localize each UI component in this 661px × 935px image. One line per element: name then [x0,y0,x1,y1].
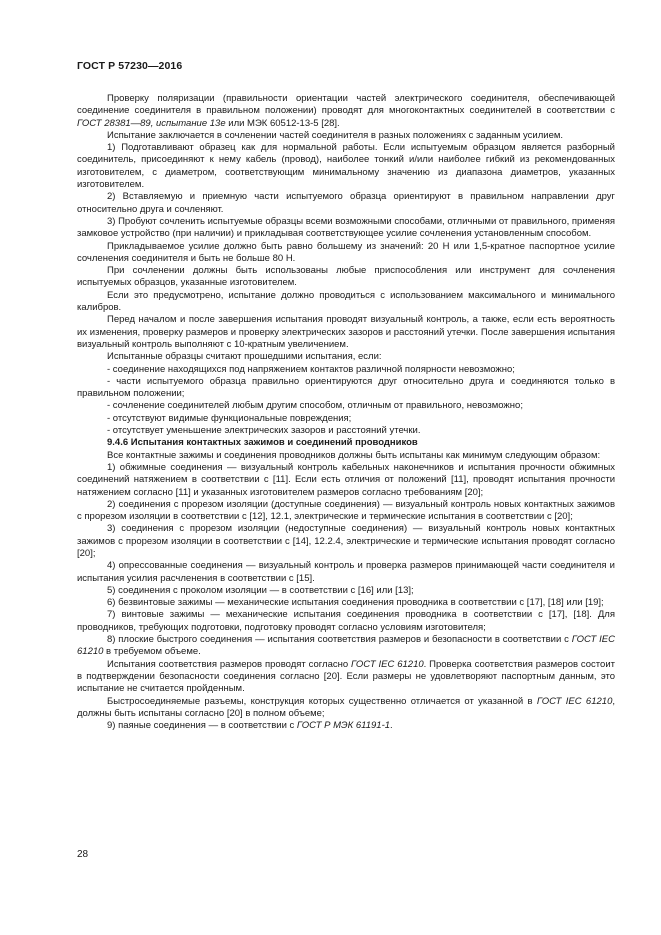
paragraph [77,241,615,266]
text-run: 8) плоские быстрого соединения — испытания соответствия размеров и безопасности в соответствии с [107,634,572,646]
paragraph [77,450,615,462]
list-item [77,376,615,401]
text-run: 7) винтовые зажимы — механические испытания соединения проводника в соответствии с [17], [18]. Для проводников, требующих подготовки, подготовку проводят согласно условиям изготовителя; [77,609,615,633]
text-run: 1) Подготавливают образец как для нормальной работы. Если испытуемым образцом является разборный соединитель, присоединяют к нему кабель (провод), наиболее тонкий и/или наиболее гибкий из рекомендованных изготовителем, с диаметром, соответствующим минимальному значению из диапазона диаметров, указанных изготовителем. [77,142,615,191]
italic-reference: ГОСТ IEC 61210 [77,634,615,658]
text-run: 4) опрессованные соединения — визуальный контроль и проверка размеров принимающей части соединителя и испытания усилия расчленения в соответствии с [15]. [77,560,615,584]
paragraph [77,462,615,499]
paragraph [77,130,615,142]
paragraph [77,499,615,524]
list-item [77,400,615,412]
text-run: - отсутствуют видимые функциональные повреждения; [107,412,352,424]
text-run: 1) обжимные соединения — визуальный контроль кабельных наконечников и испытания прочности обжимных соединений натяжением в соответствии с [11]. Если есть отличия от положений [11], проводят испытания прочности натяжением согласно [11] и указанных изготовителем размеров согласно требованиям [20]; [77,461,615,498]
italic-reference: ГОСТ IEC 61210 [536,695,613,707]
text-run: 2) Вставляемую и приемную части испытуемого образца ориентируют в правильном направлении друг относительно друга и сочленяют. [77,191,615,215]
paragraph [77,142,615,191]
text-run: . Проверка соответствия размеров состоит в подтверждении безопасности соединения согласно [20]. Если размеры не удовлетворяют паспортным данным, это испытание не считается пройденным. [77,658,615,695]
paragraph [77,560,615,585]
paragraph [77,314,615,351]
text-run: 3) соединения с прорезом изоляции (недоступные соединения) — визуальный контроль новых контактных зажимов с прорезом изоляции в соответствии с [14], 12.2.4, электрические и термические испытания проводят согласно [20]; [77,523,615,559]
text-run: Проверку поляризации (правильности ориентации частей электрического соединителя, обеспечивающей соединение соединителя в правильном положении) проводят для многоконтактных соединителей в соответствии с [77,93,615,117]
list-item [77,364,615,376]
paragraph [77,720,615,732]
page-number: 28 [77,849,89,860]
italic-reference: ГОСТ IEC 61210 [351,658,424,670]
text-run: Быстросоединяемые разъемы, конструкция которых существенно отличается от указанной в [107,695,537,707]
text-run: - соединение находящихся под напряжением контактов различной полярности невозможно; [107,363,515,375]
paragraph [77,265,615,290]
text-run: 5) соединения с проколом изоляции — в соответствии с [16] или [13]; [107,584,414,596]
text-run: Все контактные зажимы и соединения проводников должны быть испытаны как минимум следующим образом: [107,449,601,461]
text-run: При сочленении должны быть использованы любые приспособления или инструмент для сочленения испытуемых образцов, указанные изготовителем. [77,265,615,289]
paragraph [77,696,615,721]
text-run: - части испытуемого образца правильно ориентируются друг относительно друга и соединяются только в правильном положении; [77,375,615,400]
text-run: Испытания соответствия размеров проводят согласно [107,658,352,670]
paragraph [77,634,615,659]
text-run: 3) Пробуют сочленить испытуемые образцы всеми возможными способами, отличными от правильного, применяя замковое устройство (при наличии) и прикладывая соответствующее усилие сочленения установленным способом. [77,215,615,240]
text-run: Испытанные образцы считают прошедшими испытания, если: [107,351,382,363]
text-run: Перед началом и после завершения испытания проводят визуальный контроль, а также, если есть вероятность их изменения, проверку размеров и проверку электрических зазоров и расстояний утечки. После завершения испытания визуальный контроль выполняют с 10-кратным увеличением. [77,314,615,350]
text-run: в требуемом объеме. [103,646,201,658]
document-header: ГОСТ Р 57230—2016 [77,60,183,72]
text-run: Если это предусмотрено, испытание должно проводиться с использованием максимального и минимального калибров. [77,289,615,314]
text-run: - отсутствует уменьшение электрических зазоров и расстояний утечки. [107,425,421,437]
paragraph [77,290,615,315]
list-item [77,413,615,425]
text-run: Испытание заключается в сочленении частей соединителя в разных положениях с заданным усилием. [107,129,564,141]
paragraph [77,523,615,560]
text-run: 2) соединения с прорезом изоляции (доступные соединения) — визуальный контроль новых контактных зажимов с прорезом изоляции в соответствии с [12], 12.1, электрические и термические испытания в соответствии с [20]; [77,498,615,523]
paragraph [77,93,615,130]
text-run: , должны быть испытаны согласно [20] в полном объеме; [77,695,615,719]
paragraph [77,659,615,696]
text-run: 6) безвинтовые зажимы — механические испытания соединения проводника в соответствии с [17], [18] или [19]; [107,597,604,609]
italic-reference: ГОСТ Р МЭК 61191-1 [296,720,391,732]
paragraph [77,191,615,216]
section-title [77,437,615,449]
paragraph [77,216,615,241]
paragraph [77,351,615,363]
text-run: - сочленение соединителей любым другим способом, отличным от правильного, невозможно; [107,400,523,412]
list-item [77,425,615,437]
text-run: или МЭК 60512-13-5 [28]. [225,117,340,129]
paragraph [77,597,615,609]
text-run: 9.4.6 Испытания контактных зажимов и соединений проводников [107,437,418,449]
document-body [77,93,615,732]
text-run: Прикладываемое усилие должно быть равно большему из значений: 20 Н или 1,5-кратное паспортное усилие сочленения соединителя и быть не больше 80 Н. [77,240,615,264]
paragraph [77,585,615,597]
paragraph [77,609,615,634]
italic-reference: ГОСТ 28381—89, испытание 13е [77,117,226,129]
text-run: . [390,720,393,732]
text-run: 9) паяные соединения — в соответствии с [107,720,297,732]
